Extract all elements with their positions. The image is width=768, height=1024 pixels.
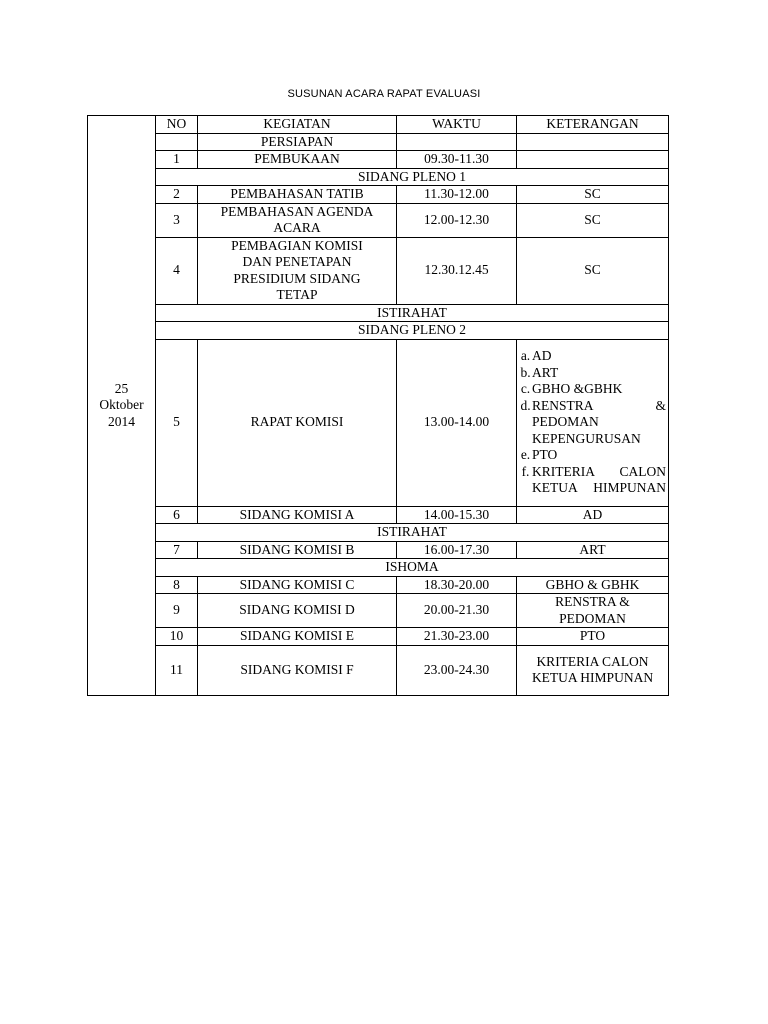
header-row <box>88 116 669 134</box>
row-kegiatan: SIDANG KOMISI E <box>198 628 397 646</box>
row-no: 8 <box>156 576 198 594</box>
row-kegiatan: PEMBAHASAN AGENDA ACARA <box>198 203 397 237</box>
row-kegiatan: SIDANG KOMISI D <box>198 594 397 628</box>
table-row <box>88 151 669 169</box>
row-keterangan <box>517 151 669 169</box>
row-no: 9 <box>156 594 198 628</box>
row-kegiatan: SIDANG KOMISI A <box>198 506 397 524</box>
row-waktu: 11.30-12.00 <box>397 186 517 204</box>
table-row <box>88 594 669 628</box>
row-kegiatan: SIDANG KOMISI C <box>198 576 397 594</box>
row-kegiatan: RAPAT KOMISI <box>198 339 397 506</box>
row-no: 11 <box>156 645 198 695</box>
section-istirahat-2: ISTIRAHAT <box>156 524 669 542</box>
table-row <box>88 506 669 524</box>
list-item: e. PTO <box>520 447 558 463</box>
row-waktu: 21.30-23.00 <box>397 628 517 646</box>
section-row <box>88 304 669 322</box>
row-no: 3 <box>156 203 198 237</box>
row-keterangan: SC <box>517 203 669 237</box>
date-cell <box>88 116 156 696</box>
header-keterangan: KETERANGAN <box>517 116 669 134</box>
table-row <box>88 541 669 559</box>
row-no: 4 <box>156 237 198 304</box>
row-waktu: 23.00-24.30 <box>397 645 517 695</box>
list-item: f. KRITERIA CALON KETUA HIMPUNAN <box>521 463 666 496</box>
document-title: SUSUNAN ACARA RAPAT EVALUASI <box>287 88 481 100</box>
section-row <box>88 524 669 542</box>
row-keterangan: ART <box>517 541 669 559</box>
section-pleno-1: SIDANG PLENO 1 <box>156 168 669 186</box>
header-no: NO <box>156 116 198 134</box>
row-no: 6 <box>156 506 198 524</box>
row-keterangan: KRITERIA CALON KETUA HIMPUNAN <box>517 645 669 695</box>
row-waktu: 09.30-11.30 <box>397 151 517 169</box>
section-row <box>88 322 669 340</box>
row-waktu: 16.00-17.30 <box>397 541 517 559</box>
row-keterangan: PTO <box>517 628 669 646</box>
row-no: 7 <box>156 541 198 559</box>
row-waktu: 12.30.12.45 <box>397 237 517 304</box>
date-day: 25 <box>114 380 129 396</box>
date-month: Oktober <box>99 397 144 412</box>
table-row <box>88 645 669 695</box>
header-kegiatan: KEGIATAN <box>198 116 397 134</box>
table-row <box>88 339 669 506</box>
list-item: d. RENSTRA & PEDOMAN KEPENGURUSAN <box>520 397 666 446</box>
table-row <box>88 576 669 594</box>
row-keterangan: AD <box>517 506 669 524</box>
row-waktu: 13.00-14.00 <box>397 339 517 506</box>
section-pleno-2: SIDANG PLENO 2 <box>156 322 669 340</box>
komisi-list <box>517 339 669 506</box>
date-year: 2014 <box>108 413 135 429</box>
row-no: 5 <box>156 339 198 506</box>
section-row <box>88 133 669 151</box>
section-row <box>88 559 669 577</box>
table-row <box>88 203 669 237</box>
row-kegiatan: PEMBAGIAN KOMISI DAN PENETAPAN PRESIDIUM SIDANG TETAP <box>198 237 397 304</box>
table-row <box>88 628 669 646</box>
list-item: a. AD <box>520 348 552 364</box>
section-istirahat-1: ISTIRAHAT <box>156 304 669 322</box>
section-row <box>88 168 669 186</box>
row-waktu: 18.30-20.00 <box>397 576 517 594</box>
row-waktu: 12.00-12.30 <box>397 203 517 237</box>
section-persiapan: PERSIAPAN <box>198 133 397 151</box>
list-item: b. ART <box>520 364 559 380</box>
row-no: 2 <box>156 186 198 204</box>
row-no: 1 <box>156 151 198 169</box>
row-keterangan: GBHO & GBHK <box>517 576 669 594</box>
list-item: c. GBHO &GBHK <box>520 381 623 397</box>
agenda-table <box>87 115 669 696</box>
header-waktu: WAKTU <box>397 116 517 134</box>
row-kegiatan: PEMBAHASAN TATIB <box>198 186 397 204</box>
row-kegiatan: PEMBUKAAN <box>198 151 397 169</box>
row-no: 10 <box>156 628 198 646</box>
row-keterangan: RENSTRA & PEDOMAN <box>517 594 669 628</box>
table-row <box>88 186 669 204</box>
table-row <box>88 237 669 304</box>
row-keterangan: SC <box>517 237 669 304</box>
section-ishoma: ISHOMA <box>156 559 669 577</box>
row-waktu: 20.00-21.30 <box>397 594 517 628</box>
row-kegiatan: SIDANG KOMISI B <box>198 541 397 559</box>
row-waktu: 14.00-15.30 <box>397 506 517 524</box>
row-keterangan: SC <box>517 186 669 204</box>
row-kegiatan: SIDANG KOMISI F <box>198 645 397 695</box>
